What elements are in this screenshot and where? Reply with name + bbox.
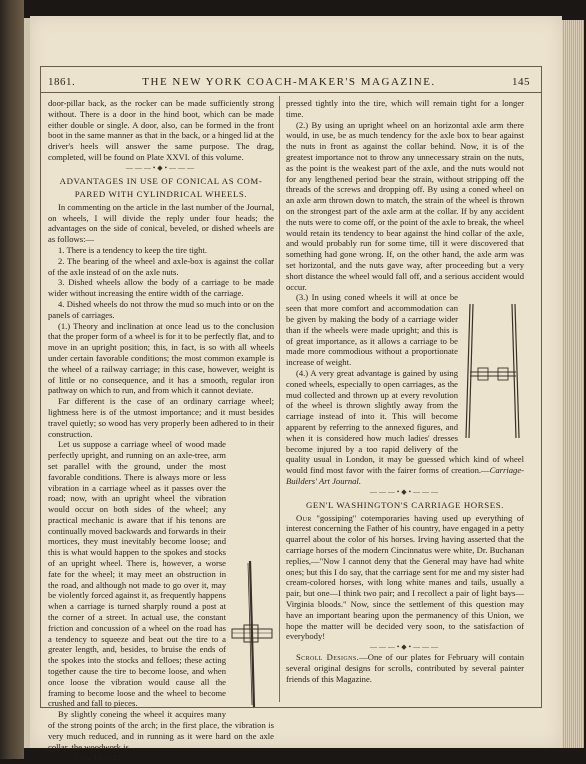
continued-paragraph: pressed tightly into the tire, which will remain tight for a longer time.: [286, 98, 524, 119]
body-paragraph: By slightly coneing the wheel it acquires many of the strong points of the arch; in the first place, the vibration is very much reduced, and in running as it were hard on the axle collar, the woodwork is: [48, 709, 274, 752]
lead-word: Our: [296, 512, 312, 523]
header-rule: [40, 92, 542, 93]
body-paragraph: [286, 652, 524, 684]
article-heading-line-2: PARED WITH CYLINDRICAL WHEELS.: [74, 188, 248, 199]
column-divider: [279, 96, 280, 702]
body-paragraph: (2.) By using an upright wheel on an horizontal axle arm there would, in use, be as much tendency for the axle box to bear against the nuts in front as against the collar behind. Now, it is of the greatest importance not to throw any unnecessary strain on the nuts, as the point is the weakest part of the axle, and the nuts would not for any lengthened period bear the strain, without stripping off the threads of the screws and dropping off. By using a coned wheel on an axle arm thrown down to match, the strain of the wheel is thrown on the strongest part of the axle arm at the collar. If by any accident the nuts were to come off, or the point of the axle to break, the wheel would retain its tendency to bear against the hind collar of the axle, and would probably run for some time, till it were discovered that something had gone wrong. If, on the other hand, the axle arm was set horizontal, and the nuts gave way, after proceeding but a very short distance the wheel would fall off, and a serious accident would occur.: [286, 119, 524, 292]
header-title: THE NEW YORK COACH-MAKER'S MAGAZINE.: [142, 76, 436, 88]
body-paragraph: [286, 513, 524, 643]
right-column: [286, 98, 524, 685]
page-stack-edge: [562, 20, 584, 748]
body-paragraph-text: (4.) A very great advantage is gained by using coned wheels, especially to open carriages, as the mud collected and thrown up at every revolution of the wheel is thrown slightly away from the carriage instead of into it. This will become apparent by referring to the annexed figures, and when it is considered how much ladies' dresses become injured by a too rapid delivery of the quality usual in London, it may be guessed which kind of wheel would find most favor with the fairer forms of creation.—: [286, 367, 524, 476]
body-paragraph: Far different is the case of an ordinary carriage wheel; lightness here is of the utmost importance; and it must besides travel quietly; so wood has very properly been adhered to in their construction.: [48, 396, 274, 439]
article-heading-line-1: ADVANTAGES IN USE OF CONICAL AS COM-: [59, 175, 263, 186]
source-citation: Carriage-Builders' Art Journal.: [286, 465, 524, 486]
body-paragraph: In commenting on the article in the last number of the Journal, on wheels, I will divide the reply under four heads; the advantages on the side of conical, beveled, or dished wheels are as follows:—: [48, 201, 274, 245]
body-paragraph: Let us suppose a carriage wheel of wood made perfectly upright, and running on an axle-tree, arm set parallel with the ground, under the most favorable conditions. There is always more or less vibration in a carriage wheel as it passes over the road; now, with an upright wheel the vibration would occur on both sides of the wheel; any practical mechanic is aware that if his tenons are continually moved backwards and forwards in their mortices, they must inevitably become loose; and this is what would happen to the spokes and stocks of an upright wheel. There is, however, a worse fate for the wheel; it may meet an obstruction in the road, and although not made to go over it, may be violently forced against it, as frequently happens when a carriage is turned sharply round a post at the corner of a street. In actual use, the constant friction and concussion of a wheel on the road has a tendency to squeeze and beat out the tire to a greater length, and, besides, to bruise the ends of the spokes into the stocks and felloes; these acting together cause the tire to become loose, and when once loose the vibration would cause all the framing to become loose and the wheel to become crushed and fall to pieces.: [48, 439, 226, 709]
list-item: 2. The bearing of the wheel and axle-box is against the collar of the axle instead of on the axle nuts.: [48, 255, 274, 277]
header-year: 1861.: [48, 76, 76, 88]
continued-paragraph: door-pillar back, as the rocker can be made sufficiently strong without. There is a door in the hind boot, which can be made either double or single. A door, also, can be formed in the front boot in the same manner as that in the back, or a hinged lid at the driver's heels will answer the same purpose. The drag, completed, will be found on Plate XXVI. of this volume.: [48, 98, 274, 162]
list-item: 3. Dished wheels allow the body of a carriage to be made wider without increasing the entire width of the carriage.: [48, 277, 274, 299]
magazine-page: [30, 16, 562, 763]
ornament-divider: ———•◆•———: [125, 163, 197, 172]
running-header: [44, 74, 536, 92]
list-item: 1. There is a tendency to keep the tire tight.: [58, 244, 207, 255]
ornament-divider: ———•◆•———: [369, 643, 441, 652]
lead-word: Scroll Designs.: [296, 652, 360, 663]
wheel-axle-figure: [230, 559, 274, 712]
volume-footer: VOL. III.—23.: [74, 754, 123, 763]
body-paragraph: (3.) In using coned wheels it will at once be seen that more comfort and accommodation can be given by making the body of a carriage wider than if the wheels were made upright; and this is of great importance, as it allows a carriage to be made more commodious without a proportionate increase of weight.: [286, 292, 458, 368]
book-binding: [0, 0, 24, 759]
left-column: [48, 98, 274, 764]
article-heading: GEN'L WASHINGTON'S CARRIAGE HORSES.: [305, 499, 504, 510]
body-paragraph: (1.) Theory and inclination at once lead us to the conclusion that the proper form of a wheel is for it to be perfectly flat, and to move in an upright position; this, in fact, is so with all wheels under certain favorable conditions; the most common example is the wheel of a railway carriage; in this case, however, weight is of little or no consequence, and it has a smooth, regular iron pathway on which to run, and from which it cannot deviate.: [48, 320, 274, 396]
page-number: 145: [512, 76, 530, 88]
ornament-divider: ———•◆•———: [369, 487, 441, 496]
body-paragraph-text: —One of our plates for February will contain several original designs for scrolls, contributed by several painter friends of this Magazine.: [286, 652, 524, 684]
body-paragraph-text: "gossiping" cotemporaries having used up everything of interest concerning the Father of his country, have engaged in a petty quarrel about the color of his horses. Irving having asserted that the carriage horses of the modern Cincinnatus were white, Dr. Buchanan replies,—"Now I cannot deny that the General may have had white ones; but this I do say, that the carriage sent for me and my sister had cream-colored horses, with long white manes and tails, usually a pair, but one—I think two pair; and I recollect a pair of light bays—Virginia bloods." Now, since the settlement of this question may have an important bearing upon the permanency of this Union, we hope the matter will be decided very soon, to the satisfaction of everybody!: [286, 512, 524, 642]
list-item: 4. Dished wheels do not throw the mud so much into or on the panels of carriages.: [48, 298, 274, 320]
coned-wheels-figure: [462, 302, 524, 443]
